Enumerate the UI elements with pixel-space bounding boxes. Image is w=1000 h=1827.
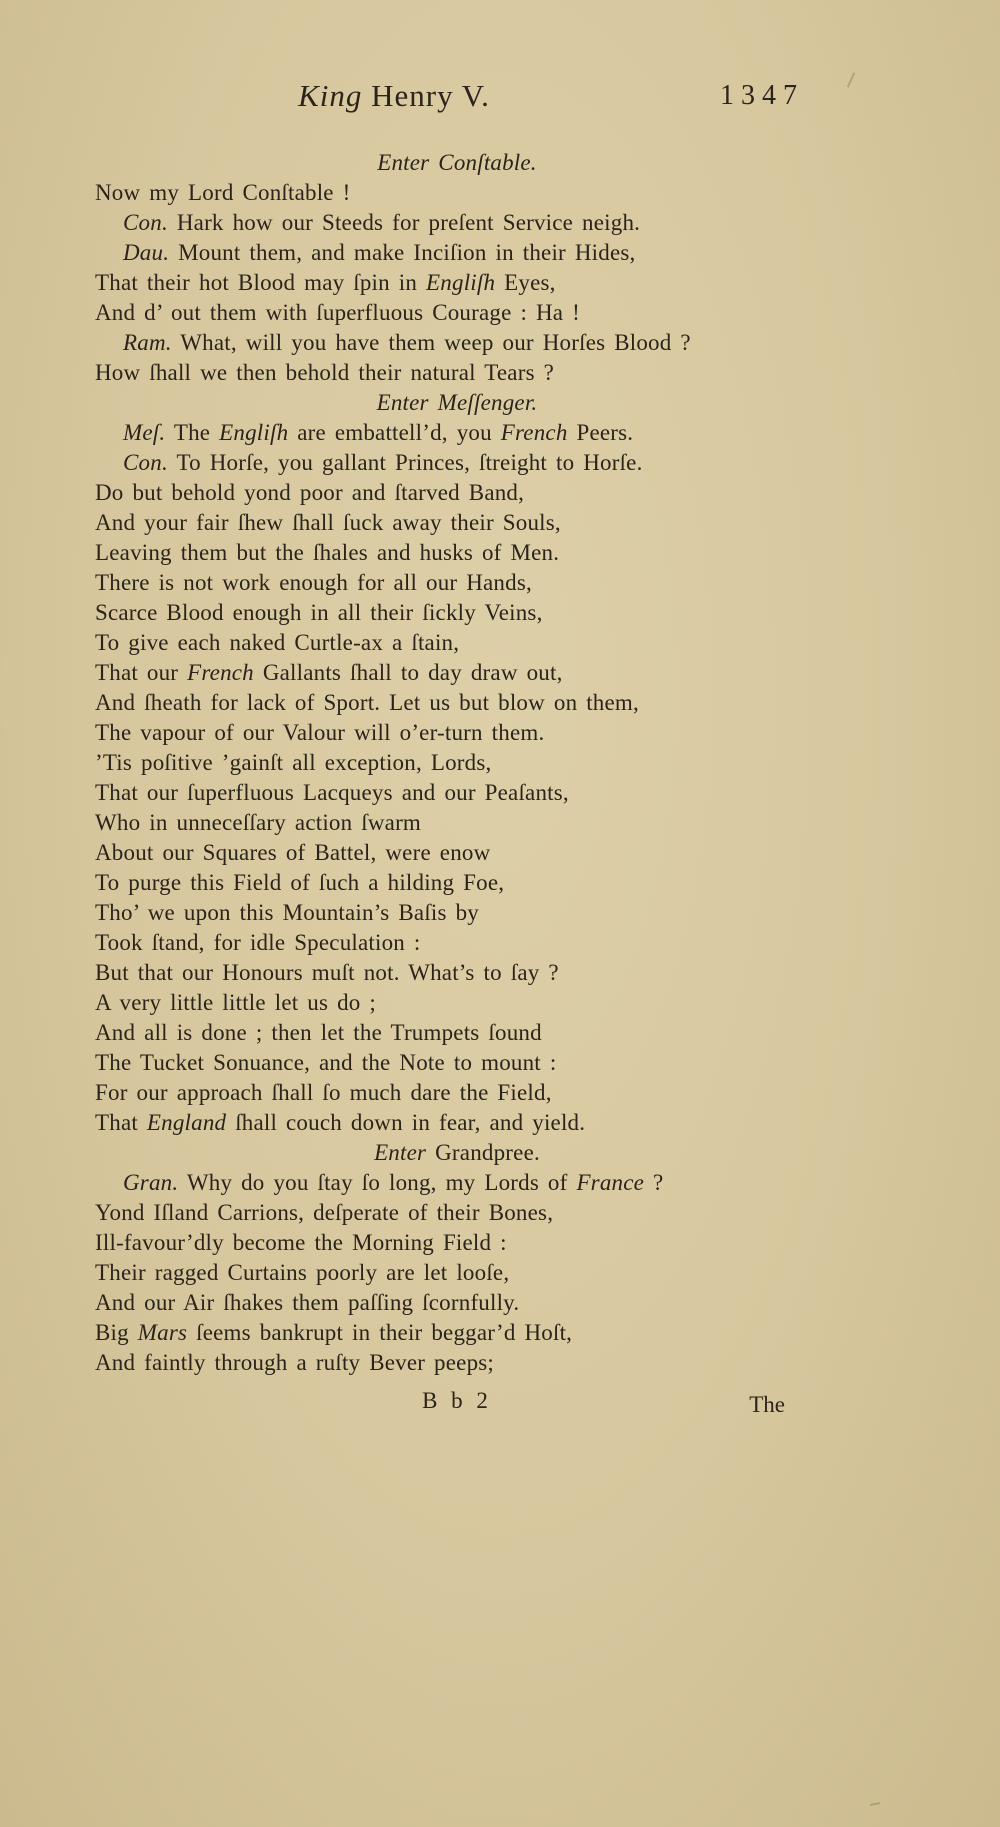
plain-text: What, will you have them weep our Horſes Blood ? [171,330,691,355]
text-line [95,658,819,688]
text-line [95,568,819,598]
plain-text: Leaving them but the ſhales and husks of Men. [95,540,560,565]
running-title-rest: Henry V. [362,78,490,113]
plain-text: ’Tis poſitive ’gainſt all exception, Lords, [95,750,492,775]
text-line [95,778,819,808]
plain-text: Grandpree. [435,1140,540,1165]
text-line [95,688,819,718]
text-line [95,508,819,538]
text-line [95,1228,819,1258]
stage-direction [95,148,819,178]
plain-text: Gallants ſhall to day draw out, [253,660,563,685]
catchword: The [749,1392,785,1417]
text-line [95,718,819,748]
text-line [95,838,819,868]
page-header [92,78,816,122]
text-line [95,748,819,778]
italic-text: Gran. [123,1170,179,1195]
plain-text: Eyes, [495,270,556,295]
plain-text: The [165,420,220,445]
text-line [95,268,819,298]
page-number: 1347 [720,80,804,111]
text-line [95,478,819,508]
text-line [95,1288,819,1318]
plain-text: Their ragged Curtains poorly are let looſe, [95,1260,510,1285]
plain-text: The vapour of our Valour will o’er-turn them. [95,720,545,745]
italic-text: Con. [123,210,168,235]
plain-text: And faintly through a ruſty Bever peeps; [95,1350,495,1375]
plain-text: ? [644,1170,664,1195]
text-line [95,1048,819,1078]
plain-text: A very little little let us do ; [95,990,377,1015]
plain-text: But that our Honours muſt not. What’s to ſay ? [95,960,559,985]
text-line [95,178,819,208]
text-line [95,358,819,388]
italic-text: Con. [123,450,168,475]
text-line [95,238,819,268]
stage-direction [95,1138,819,1168]
text-line [95,598,819,628]
scan-artifact [870,1802,880,1806]
text-block [95,148,819,1378]
text-line [95,448,819,478]
plain-text: Hark how our Steeds for preſent Service neigh. [167,210,641,235]
plain-text: Why do you ſtay ſo long, my Lords of [178,1170,577,1195]
plain-text: There is not work enough for all our Hands, [95,570,532,595]
italic-text: Engliſh [219,420,289,445]
italic-text: Enter Meſſenger. [376,390,538,415]
plain-text: The Tucket Sonuance, and the Note to mount : [95,1050,557,1075]
plain-text: Mount them, and make Inciſion in their Hides, [169,240,636,265]
plain-text: Who in unneceſſary action ſwarm [95,810,422,835]
italic-text: Engliſh [426,270,496,295]
plain-text: Took ſtand, for idle Speculation : [95,930,421,955]
text-line [95,1018,819,1048]
plain-text: About our Squares of Battel, were enow [95,840,491,865]
italic-text: England [146,1110,227,1135]
plain-text: That our [95,660,188,685]
italic-text: French [187,660,254,685]
plain-text: Big [95,1320,138,1345]
plain-text: And our Air ſhakes them paſſing ſcornfully. [95,1290,520,1315]
text-line [95,418,819,448]
italic-text: Enter [374,1140,436,1165]
plain-text: Peers. [567,420,634,445]
text-line [95,958,819,988]
text-line [95,298,819,328]
plain-text: Ill-favour’dly become the Morning Field : [95,1230,507,1255]
plain-text: To purge this Field of ſuch a hilding Foe, [95,870,505,895]
plain-text: How ſhall we then behold their natural Tears ? [95,360,555,385]
plain-text: That [95,1110,147,1135]
plain-text: And all is done ; then let the Trumpets ſound [95,1020,542,1045]
page-footer [95,1388,819,1422]
running-title [92,78,696,114]
text-line [95,1198,819,1228]
text-line [95,1348,819,1378]
italic-text: Dau. [123,240,170,265]
text-line [95,1318,819,1348]
text-line [95,1258,819,1288]
text-line [95,808,819,838]
text-line [95,328,819,358]
running-title-italic: King [298,78,363,113]
plain-text: And d’ out them with ſuperfluous Courage : Ha ! [95,300,581,325]
plain-text: And ſheath for lack of Sport. Let us but blow on them, [95,690,639,715]
plain-text: Tho’ we upon this Mountain’s Baſis by [95,900,480,925]
plain-text: Do but behold yond poor and ſtarved Band, [95,480,525,505]
plain-text: To give each naked Curtle-ax a ſtain, [95,630,460,655]
signature-mark: B b 2 [422,1388,492,1413]
text-line [95,1078,819,1108]
plain-text: ſeems bankrupt in their beggar’d Hoſt, [187,1320,573,1345]
italic-text: Ram. [123,330,172,355]
italic-text: French [500,420,568,445]
italic-text: Mars [137,1320,188,1345]
text-line [95,1168,819,1198]
text-line [95,538,819,568]
plain-text: For our approach ſhall ſo much dare the Field, [95,1080,552,1105]
plain-text: are embattell’d, you [288,420,501,445]
text-line [95,988,819,1018]
text-line [95,628,819,658]
italic-text: Enter Conſtable. [377,150,537,175]
text-line [95,898,819,928]
plain-text: Yond Iſland Carrions, deſperate of their Bones, [95,1200,554,1225]
text-line [95,1108,819,1138]
plain-text: ſhall couch down in fear, and yield. [226,1110,586,1135]
plain-text: And your fair ſhew ſhall ſuck away their Souls, [95,510,561,535]
plain-text: Scarce Blood enough in all their ſickly Veins, [95,600,543,625]
plain-text: To Horſe, you gallant Princes, ſtreight to Horſe. [167,450,643,475]
text-line [95,928,819,958]
plain-text: Now my Lord Conſtable ! [95,180,351,205]
italic-text: Meſ. [123,420,166,445]
text-line [95,208,819,238]
plain-text: That their hot Blood may ſpin in [95,270,427,295]
plain-text: That our ſuperfluous Lacqueys and our Peaſants, [95,780,569,805]
scan-artifact [847,72,855,87]
stage-direction [95,388,819,418]
italic-text: France [576,1170,645,1195]
text-line [95,868,819,898]
